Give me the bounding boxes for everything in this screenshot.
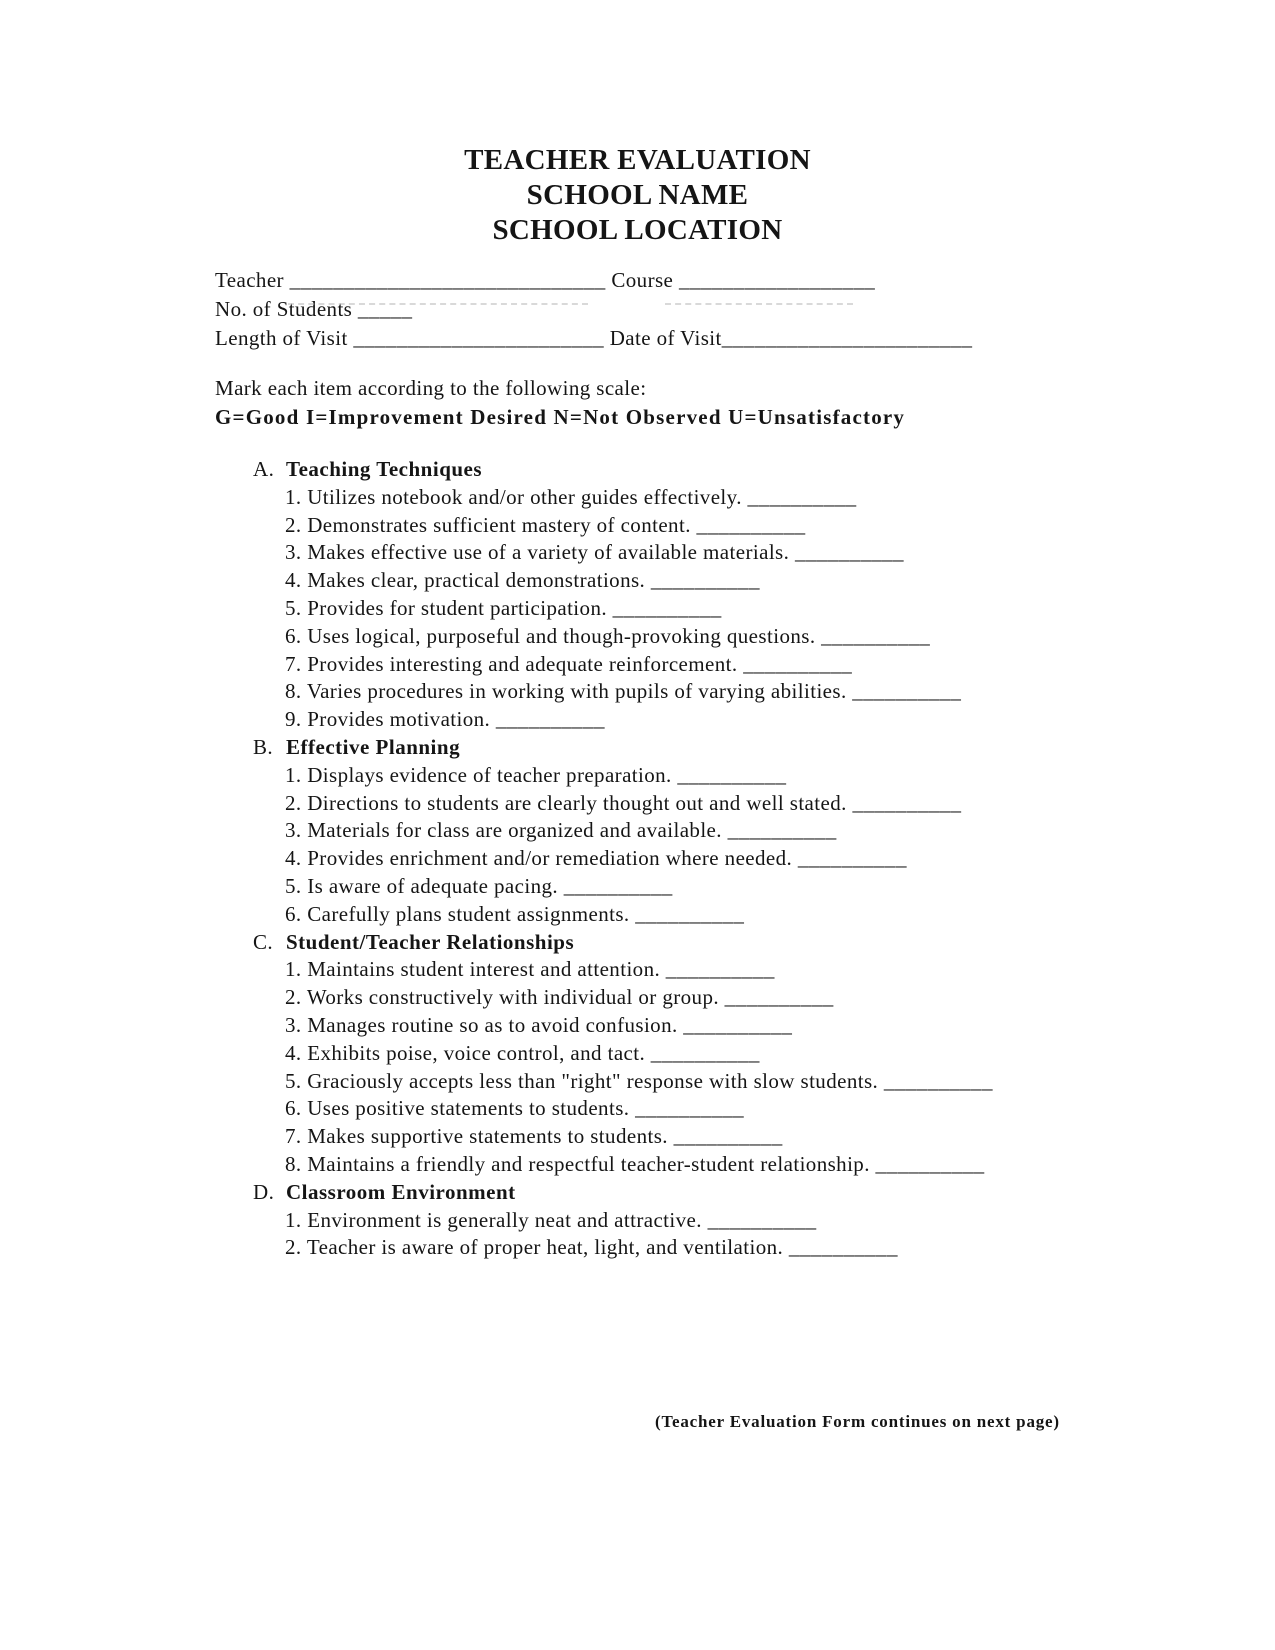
item-text: Varies procedures in working with pupils of varying abilities. — [306, 679, 847, 704]
item-text: Maintains a friendly and respectful teacher-student relationship. — [307, 1151, 870, 1176]
item-number: 6. — [285, 901, 302, 926]
item-text: Materials for class are organized and available. — [307, 818, 722, 843]
item-rating-blank: __________ — [683, 1012, 793, 1037]
item-rating-blank: __________ — [788, 1235, 898, 1260]
item-rating-blank: __________ — [635, 1096, 745, 1121]
section-teaching-techniques — [215, 456, 1275, 734]
header-fields — [215, 266, 1275, 353]
item-a-3 — [215, 539, 1275, 567]
item-a-6 — [215, 623, 1275, 651]
section-letter: C. — [253, 929, 274, 954]
item-text: Makes clear, practical demonstrations. — [307, 568, 646, 593]
item-text: Provides for student participation. — [307, 595, 607, 620]
item-number: 8. — [285, 1151, 302, 1176]
item-a-1 — [215, 484, 1275, 512]
item-rating-blank: __________ — [797, 846, 907, 871]
item-rating-blank: __________ — [794, 540, 904, 565]
item-text: Is aware of adequate pacing. — [307, 873, 559, 898]
item-number: 4. — [285, 846, 302, 871]
item-text: Utilizes notebook and/or other guides effectively. — [307, 484, 742, 509]
item-number: 2. — [285, 512, 302, 537]
item-rating-blank: __________ — [747, 484, 857, 509]
item-c-8 — [215, 1151, 1275, 1179]
item-d-2 — [215, 1234, 1275, 1262]
course-blank: __________________ — [678, 268, 876, 292]
item-c-2 — [215, 984, 1275, 1012]
item-a-8 — [215, 678, 1275, 706]
item-a-4 — [215, 567, 1275, 595]
item-rating-blank: __________ — [650, 1040, 760, 1065]
item-text: Carefully plans student assignments. — [307, 901, 630, 926]
item-rating-blank: __________ — [707, 1207, 817, 1232]
item-rating-blank: __________ — [635, 901, 745, 926]
item-number: 2. — [285, 790, 302, 815]
date-of-visit-label: Date of Visit — [609, 326, 722, 350]
item-b-4 — [215, 845, 1275, 873]
field-line-students — [215, 295, 1275, 324]
item-b-3 — [215, 817, 1275, 845]
instructions-intro: Mark each item according to the following scale: — [215, 376, 647, 400]
item-rating-blank: __________ — [495, 707, 605, 732]
item-number: 5. — [285, 595, 302, 620]
item-rating-blank: __________ — [724, 985, 834, 1010]
item-d-1 — [215, 1207, 1275, 1235]
teacher-blank: _____________________________ — [289, 268, 606, 292]
item-number: 9. — [285, 707, 302, 732]
instructions — [215, 374, 1275, 431]
item-text: Environment is generally neat and attractive. — [307, 1207, 702, 1232]
item-number: 7. — [285, 1124, 302, 1149]
section-effective-planning — [215, 734, 1275, 929]
item-number: 5. — [285, 873, 302, 898]
item-text: Works constructively with individual or group. — [306, 985, 719, 1010]
students-label: No. of Students — [215, 297, 353, 321]
field-line-visit — [215, 324, 1275, 353]
item-rating-blank: __________ — [883, 1068, 993, 1093]
section-header-b — [215, 734, 1275, 762]
section-letter: B. — [253, 734, 274, 759]
item-text: Uses positive statements to students. — [307, 1096, 630, 1121]
section-letter: D. — [253, 1179, 275, 1204]
item-text: Exhibits poise, voice control, and tact. — [307, 1040, 646, 1065]
title-line-school-location: SCHOOL LOCATION — [492, 214, 783, 246]
item-number: 6. — [285, 1096, 302, 1121]
item-text: Displays evidence of teacher preparation. — [307, 762, 672, 787]
item-text: Graciously accepts less than "right" response with slow students. — [307, 1068, 879, 1093]
title-line-school-name: SCHOOL NAME — [526, 179, 749, 211]
item-number: 5. — [285, 1068, 302, 1093]
scan-artifact-line — [665, 303, 853, 305]
item-number: 4. — [285, 568, 302, 593]
item-rating-blank: __________ — [650, 568, 760, 593]
section-title: Effective Planning — [286, 734, 461, 759]
item-rating-blank: __________ — [743, 651, 853, 676]
item-rating-blank: __________ — [665, 957, 775, 982]
section-header-d — [215, 1179, 1275, 1207]
section-header-c — [215, 929, 1275, 957]
field-line-teacher-course — [215, 266, 1275, 295]
item-a-7 — [215, 651, 1275, 679]
section-title: Classroom Environment — [286, 1179, 516, 1204]
evaluation-sections — [215, 456, 1275, 1262]
document-title — [0, 0, 1275, 248]
section-student-teacher-relationships — [215, 929, 1275, 1179]
section-header-a — [215, 456, 1275, 484]
item-text: Manages routine so as to avoid confusion. — [307, 1012, 678, 1037]
item-number: 8. — [285, 679, 302, 704]
length-of-visit-label: Length of Visit — [215, 326, 348, 350]
teacher-label: Teacher — [215, 268, 284, 292]
item-rating-blank: __________ — [673, 1124, 783, 1149]
item-b-1 — [215, 762, 1275, 790]
title-line-teacher-evaluation: TEACHER EVALUATION — [464, 144, 811, 176]
item-rating-blank: __________ — [875, 1151, 985, 1176]
item-text: Makes supportive statements to students. — [307, 1124, 668, 1149]
item-number: 1. — [285, 762, 302, 787]
students-blank: _____ — [357, 297, 413, 321]
item-number: 1. — [285, 484, 302, 509]
item-number: 7. — [285, 651, 302, 676]
item-rating-blank: __________ — [677, 762, 787, 787]
section-title: Student/Teacher Relationships — [286, 929, 575, 954]
item-b-2 — [215, 790, 1275, 818]
item-number: 2. — [285, 985, 302, 1010]
item-rating-blank: __________ — [852, 790, 962, 815]
item-c-1 — [215, 956, 1275, 984]
item-a-9 — [215, 706, 1275, 734]
section-title: Teaching Techniques — [286, 457, 483, 481]
item-text: Teacher is aware of proper heat, light, and ventilation. — [306, 1235, 784, 1260]
item-rating-blank: __________ — [612, 595, 722, 620]
item-text: Demonstrates sufficient mastery of content. — [307, 512, 691, 537]
item-text: Provides motivation. — [307, 707, 491, 732]
item-c-7 — [215, 1123, 1275, 1151]
item-number: 6. — [285, 623, 302, 648]
rating-scale-legend: G=Good I=Improvement Desired N=Not Observed U=Unsatisfactory — [215, 404, 906, 429]
item-rating-blank: __________ — [563, 873, 673, 898]
item-text: Makes effective use of a variety of available materials. — [307, 540, 790, 565]
item-c-3 — [215, 1012, 1275, 1040]
section-classroom-environment — [215, 1179, 1275, 1262]
item-text: Directions to students are clearly thought out and well stated. — [307, 790, 847, 815]
length-of-visit-blank: _______________________ — [353, 326, 605, 350]
item-b-5 — [215, 873, 1275, 901]
item-number: 1. — [285, 1207, 302, 1232]
item-b-6 — [215, 901, 1275, 929]
item-c-4 — [215, 1040, 1275, 1068]
item-rating-blank: __________ — [821, 623, 931, 648]
item-text: Uses logical, purposeful and though-provoking questions. — [307, 623, 816, 648]
scan-artifact-line — [288, 303, 588, 305]
item-text: Provides interesting and adequate reinforcement. — [307, 651, 738, 676]
item-rating-blank: __________ — [727, 818, 837, 843]
item-rating-blank: __________ — [852, 679, 962, 704]
item-number: 2. — [285, 1235, 302, 1260]
item-c-6 — [215, 1095, 1275, 1123]
section-letter: A. — [253, 457, 275, 481]
item-number: 3. — [285, 818, 302, 843]
item-text: Provides enrichment and/or remediation where needed. — [307, 846, 793, 871]
item-number: 3. — [285, 540, 302, 565]
item-number: 4. — [285, 1040, 302, 1065]
item-a-5 — [215, 595, 1275, 623]
item-text: Maintains student interest and attention. — [307, 957, 661, 982]
item-number: 3. — [285, 1012, 302, 1037]
item-number: 1. — [285, 957, 302, 982]
date-of-visit-blank: _______________________ — [721, 326, 973, 350]
course-label: Course — [611, 268, 674, 292]
item-c-5 — [215, 1068, 1275, 1096]
item-a-2 — [215, 512, 1275, 540]
footer-note: (Teacher Evaluation Form continues on next page) — [655, 1412, 1060, 1431]
item-rating-blank: __________ — [696, 512, 806, 537]
